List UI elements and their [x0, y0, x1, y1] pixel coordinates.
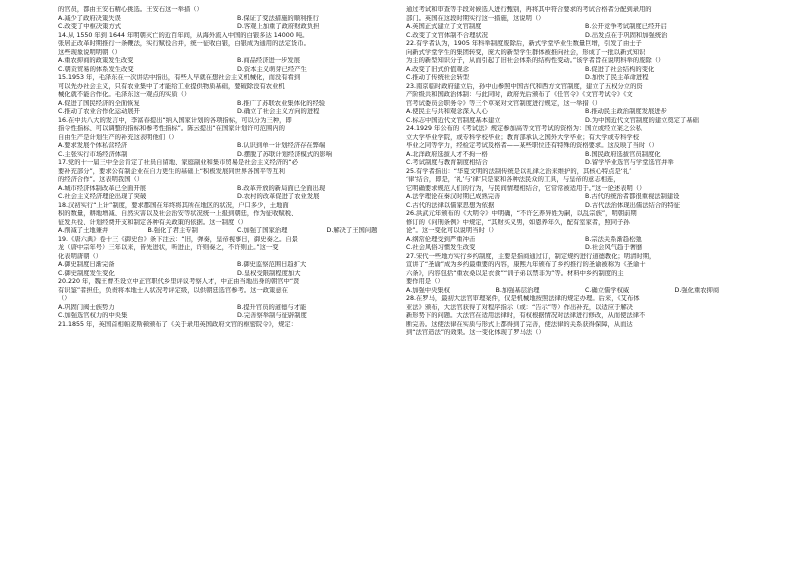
answer-option: B.改革开放的新局面已全面出现: [237, 184, 326, 192]
answer-option: B.御史监察范围日趋扩大: [237, 261, 307, 268]
answer-option: D.留学毕业选官与学堂选官并举: [585, 159, 674, 166]
answer-option: C.加强了国家治理: [237, 227, 288, 234]
answer-options: [406, 66, 764, 83]
question-text-line: 17.党的十一届三中全会肯定了社员自留地、家庭副业和集市贸易是社会主义经济的“必: [58, 159, 298, 166]
answer-option: B.加强基层治理: [495, 286, 540, 294]
question-block: [406, 83, 764, 126]
question-text-line: 械化就不能合作化。毛泽东这一观点的实质（）: [58, 91, 191, 98]
answer-options: [58, 304, 416, 321]
answer-options: [58, 142, 416, 159]
question-text-line: 积的数量，耕地增减、自然灾害以及社会治安等状况统一上报到朝廷，作为征收赋税、: [58, 210, 298, 217]
question-text-line: 可以先办社会主义，只有农业集中了才能给工业提供物质基础，要破除没有农业机: [58, 82, 285, 90]
question-text-line: （）: [58, 295, 71, 302]
answer-option: D.社会风气趋于奢靡: [585, 244, 643, 251]
question-text-line: 亚法》颁布，大法官获得了对程序指示（或：“告示”等）作出补充，以适应于解决: [406, 303, 633, 311]
answer-option: B.强化了君主专制: [147, 227, 198, 234]
question-text-line: 宣讲了“圣谕”成为乡约最重要的内容，康熙九年颁布了乡约推行的圣谕被称为《圣谕十: [406, 261, 646, 268]
answer-option: A.城市经济体制改革已全面开展: [58, 184, 147, 192]
answer-option: B.宗法关系渐趋松弛: [585, 235, 642, 243]
question-block: [406, 40, 764, 83]
question-block: [406, 125, 764, 168]
answer-option: C.改变了中枢决策方式: [58, 23, 122, 30]
answer-option: A.减少了政府决策失误: [58, 14, 121, 22]
question-text-line: 修订的《问刑条例》中规定，“其财买义男，如恩养年久，配有室家者，照同子孙: [406, 218, 630, 226]
answer-option: A.纲常伦理受到严重冲击: [406, 235, 476, 243]
answer-option: C.加强选官权力的中央集: [58, 312, 128, 319]
answer-option: B.提升官员的道德与才能: [237, 303, 307, 311]
answer-options: [406, 151, 764, 168]
answer-option: B.保证了变法措施的顺利推行: [237, 14, 319, 22]
right-column: [406, 6, 764, 558]
answer-option: D.确立了社会主义方向的进程: [237, 108, 320, 115]
question-text-line: 20.220 年，魏王曹丕设立中正官职代乡里评议考察人才，中正由当地出身的朝官中“贤: [58, 278, 300, 285]
answer-option: A.北洋政府选拔人才不拘一格: [406, 150, 488, 158]
question-text-line: 14.从 1550 年到 1644 年明朝灭亡的近百年间，从海外流入中国的白银多达 14000 吨。: [58, 31, 309, 39]
question-text-line: 24.1929 年公布的《考试法》规定参加高等文官考试的资格为：国立或经立案之公私: [406, 125, 642, 132]
question-text-line: 论”。这一变化可以说明当时（）: [406, 227, 498, 234]
answer-option: A.加强中央集权: [406, 286, 450, 294]
question-block: [58, 159, 416, 202]
question-block: [406, 168, 764, 211]
question-text-line: 的官员，都由王安石精心挑选。王安石这一举措（）: [58, 6, 203, 13]
question-text-line: 19.《唐六典》卷十三《御史台》条下注云：“旧，弹奏，皇帝视事日，御史奏之。自景: [58, 235, 298, 243]
intro-fragment: [58, 6, 416, 32]
answer-option: C.标志中国近代文官制度基本建立: [406, 116, 501, 124]
question-block: [406, 253, 764, 296]
answer-option: C.主张实行市场经济体制: [58, 150, 128, 158]
answer-option: C.朝贡贸易的体系发生改变: [58, 65, 134, 73]
question-block: [58, 321, 416, 330]
answer-option: C.推动了农业合作化运动展开: [58, 108, 140, 115]
answer-option: D.农村的改革促进了农业发展: [237, 193, 320, 200]
answer-options: [406, 23, 764, 40]
question-text-line: 要补充部分”，要求公有制企业在自力更生的基础上“积极发展同世界各国平等互利: [58, 167, 285, 175]
question-text-line: 有识鉴”者担任，负责将本地士人状况考评定级，以供朝廷选官参考。这一政策意在: [58, 286, 288, 294]
answer-option: B.公开竞争考试制度已经开启: [585, 23, 667, 30]
question-text-line: 它明确要求规范人们的行为，与民间情理相结合，它常常被适用于。”这一论述表明（）: [406, 184, 646, 192]
answer-option: A.御史制度日渐完备: [58, 261, 115, 268]
question-text-line: 毕业之同等学力，经检定考试及格者——某些职位还有特殊的资格要求。这反映了当时（）: [406, 142, 658, 149]
question-block: [58, 32, 416, 75]
question-block: [58, 202, 416, 236]
question-text-line: 18.汉初实行“上计”制度，要求郡国在年终将其所在地区的状况，户口多少，土地面: [58, 201, 289, 209]
question-text-line: 官考试委员会职务令》等三个草案对文官制度进行规定，这一举措（）: [406, 99, 602, 107]
question-block: [58, 278, 416, 321]
answer-option: D.古代法治体现出儒法结合的特征: [585, 201, 681, 209]
question-text-line: 22.有学者认为，1905 年科举制度废除后，新式学堂毕业生数量巨增，引发了由士子: [406, 40, 642, 47]
answer-option: B.推广了苏联农业集体化的经验: [237, 99, 326, 107]
question-text-line: 15.1953 年，毛泽东在一次讲话中指出，有些人早就在想社会主义机械化，而没有看到: [58, 74, 301, 81]
answer-options: [406, 108, 764, 125]
question-text-line: 指令性指标、可以调整的指标和参考性指标”。陈云提出“在国家计划许可范围内的: [58, 125, 285, 132]
answer-option: A.改变了旧式价值观念: [406, 65, 469, 73]
question-text-line: 部门。英国在这段时期实行这一措施，这说明（）: [406, 14, 545, 22]
answer-option: C.确立儒学权威: [585, 286, 630, 294]
answer-option: A.使民主与共和观念深入人心: [406, 108, 488, 115]
answer-option: D.为中国近代文官制度的建立奠定了基础: [585, 116, 699, 124]
answer-option: A.法学理论在秦汉时期已成熟完善: [406, 193, 501, 200]
question-block: [406, 295, 764, 338]
question-text-line: 张居正改革时期推行一条鞭法，实行赋役合并，统一征收白银，白银成为通用的法定货币。: [58, 40, 310, 47]
question-text-line: 立大学毕业学院，或专科学校毕业；教育部承认之国外大学毕业；有大学或专科学校: [406, 133, 639, 141]
answer-option: B.促进了社会结构的变化: [585, 65, 655, 73]
answer-option: D.强化重农抑商: [674, 286, 720, 294]
question-text-line: ‘律’结合，即是，‘礼’与‘律’只是家和各种法民众的工具，与皇帝的意志相连，: [406, 176, 620, 183]
answer-options: [406, 236, 764, 253]
intro-fragment: [406, 6, 764, 40]
answer-options: [58, 15, 416, 32]
answer-option: D.摆脱了苏联计划经济模式的影响: [237, 150, 333, 158]
question-block: [58, 236, 416, 279]
question-text-line: 这些现象说明明朝（）: [58, 48, 121, 56]
question-block: [406, 210, 764, 253]
answer-option: D.出发点在于巩固和加强统治: [585, 31, 668, 39]
answer-option: D.加快了民主革命进程: [585, 74, 649, 81]
answer-option: B.认识到单一计划经济存在弊端: [237, 142, 326, 149]
answer-option: C.推动了传统社会转型: [406, 74, 470, 81]
answer-option: D.解决了王国问题: [326, 227, 378, 234]
question-block: [58, 117, 416, 160]
question-text-line: 新形势下的问题。大法官在适用法律时，有权根据情况对法律进行修改，从而使法律不: [406, 312, 646, 319]
answer-options: [406, 287, 764, 296]
question-text-line: 征发兵役、计划经费开支和制定各种有关政策的依据。这一制度（）: [58, 218, 247, 226]
question-text-line: 27.宋代一些地方实行乡约制度，主要是指商通过订，制定规约进行道德教化；明清时期，: [406, 252, 656, 260]
question-block: [58, 74, 416, 117]
question-text-line: 23.南京临时政府建立后，孙中山参照中国古代和西方文官制度，建立了五权分立的资: [406, 82, 643, 90]
answer-option: B.商品经济进一步发展: [237, 57, 300, 64]
question-text-line: 要作用是（）: [406, 278, 444, 285]
answer-option: A.巩固门阀士族势力: [58, 303, 115, 311]
answer-option: A.要求发展个体私营经济: [58, 142, 128, 149]
answer-option: D.客观上加重了政府财政负担: [237, 23, 320, 30]
question-text-line: 通过考试和审查等手段对候选人进行甄别，再将其中符合要求的考试合格者分配到录用的: [406, 6, 652, 13]
question-text-line: 六条》，内容包括“重农桑以足衣食”“训子弟以禁非为”等。材料中乡约制度的主: [406, 269, 624, 277]
answer-option: B.国民政府选拔官员制度化: [585, 150, 661, 158]
answer-option: A.削减了土地兼并: [58, 227, 109, 234]
answer-options: [406, 193, 764, 210]
left-column: [58, 6, 416, 558]
answer-option: A.促进了国民经济的全面恢复: [58, 99, 140, 107]
answer-option: B.推动民主政治制度发展进步: [585, 108, 667, 115]
answer-option: A.英国正式建立了文官制度: [406, 23, 482, 30]
question-text-line: 断完善。这使法律在实质与形式上都得到了完善，使法律的关系获得保障，从而达: [406, 320, 633, 328]
answer-option: C.古代的法律以儒家思想为依据: [406, 201, 495, 209]
answer-option: D.资本主义萌芽已经产生: [237, 65, 307, 73]
question-text-line: 25.有学者指出：“华夏文明的法制传统是以礼律之治来维护的，其核心特点是‘礼’: [406, 167, 632, 175]
answer-option: D.完善察举制与征辟制度: [237, 312, 307, 319]
answer-option: C.社会主义经济理论出现了突破: [58, 193, 147, 200]
question-text-line: 为主的新型知识分子，从而引起了旧社会体系的结构性变动。”该学者旨在说明科举的废除（）: [406, 57, 665, 64]
answer-option: B.古代的统治者都很重视法制建设: [585, 193, 680, 200]
question-text-line: 自由生产是计划生产的补充这表明他们（）: [58, 133, 178, 141]
question-text-line: 向新式学堂学生的集团转变，庞大的新型学生群体被推向社会，形成了一批以新式知识: [406, 48, 646, 56]
question-text-line: 的经济合作”。这表明我国（）: [58, 176, 144, 183]
answer-option: C.改变了文官体制不合理状况: [406, 31, 488, 39]
question-list: [406, 40, 764, 338]
answer-option: D.皇权受限制程度加大: [237, 269, 301, 277]
answer-options: [58, 185, 416, 202]
question-text-line: 28.在罗马，最初大法官审理案件，仅是机械地按照法律的规定办理。后来，《艾布体: [406, 295, 640, 302]
answer-options: [58, 261, 416, 278]
question-list: [58, 32, 416, 330]
question-text-line: 化表明唐朝（）: [58, 252, 103, 260]
question-text-line: 21.1855 年，英国首相帕麦斯顿颁布了《关于录用英国政府文官的枢密院令》，规定：: [58, 320, 297, 328]
answer-option: C.考试制度与教育制度相结合: [406, 159, 488, 166]
question-text-line: 16.在中共八大的发言中，李富春提出“纳入国家计划的各项指标，可以分为三种，即: [58, 116, 292, 124]
question-text-line: 26.洪武元年颁布的《大明令》中明确，“不许乞养异姓为嗣，以乱宗族”，明朝前期: [406, 210, 637, 217]
answer-option: C.御史制度发生变化: [58, 269, 115, 277]
answer-options: [58, 57, 416, 74]
answer-options: [58, 100, 416, 117]
question-text-line: 龙（唐中宗年号）三年以来，皆先进状，听进止，许则奏之，不许则止。”这一变: [58, 244, 279, 251]
answer-options: [58, 227, 416, 236]
question-text-line: 产阶级共和国政治体制：与此同时，政府先后颁布了《任官令》《文官考试令》《文: [406, 91, 633, 98]
answer-option: A.重农抑商的政策发生改变: [58, 57, 134, 64]
question-text-line: 到“法官造法”的效果。这一变化体现了罗马法（）: [406, 329, 545, 336]
answer-option: C.社会风俗习惯发生改变: [406, 244, 476, 251]
